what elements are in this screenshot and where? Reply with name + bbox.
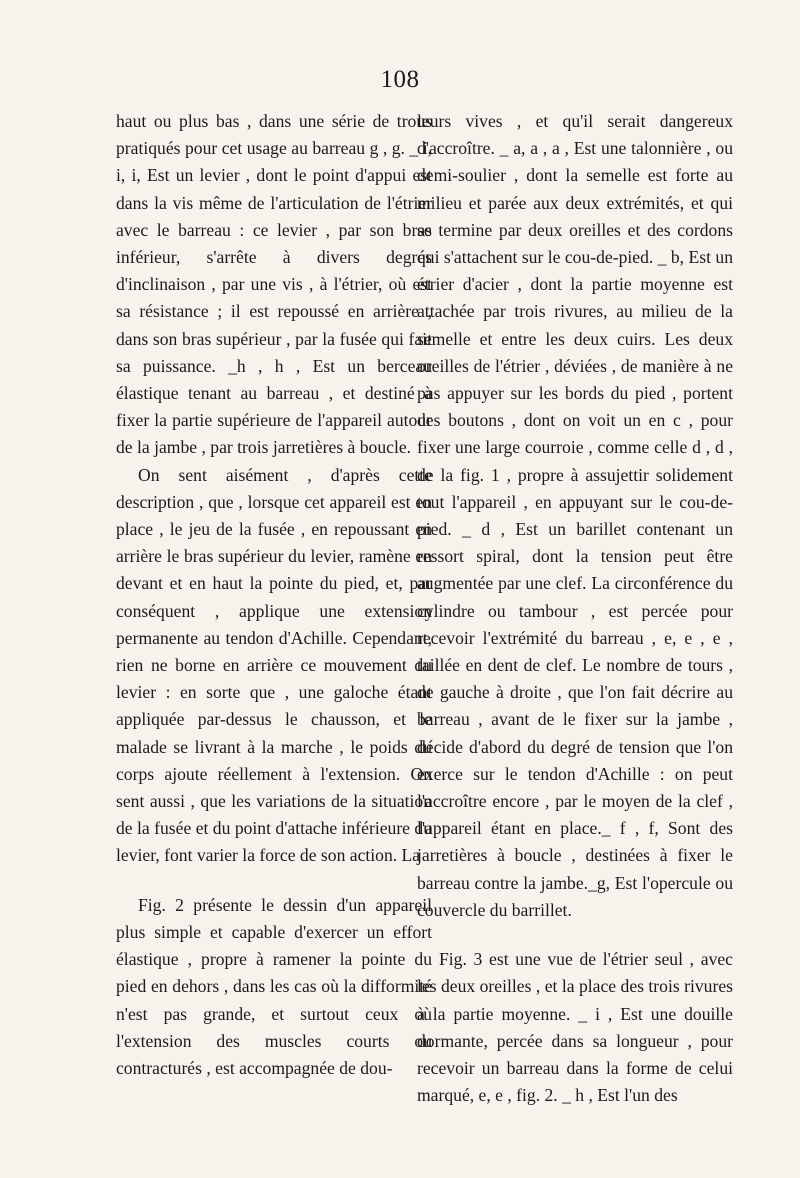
paragraph: Fig. 2 présente le dessin d'un appareil plus simple et capable d'exercer un effort élastique , propre à ramener la pointe du pied en dehors , dans les cas où la difformité n'est pas grande, et surtout ceux où l'extension des muscles courts ou contracturés , est accompagnée de dou- [116, 894, 432, 1078]
right-column [417, 108, 733, 1109]
page-number: 108 [380, 66, 420, 93]
paragraph: leurs vives , et qu'il serait dangereux d'accroître. _ a, a , a , Est une talonnière , ou demi-soulier , dont la semelle est forte au milieu et parée aux deux extrémités, et qui se termine par deux oreilles et des cordons qui s'attachent sur le cou-de-pied. _ b, Est un étrier d'acier , dont la partie moyenne est attachée par trois rivures, au milieu de la semelle et entre les deux cuirs. Les deux oreilles de l'étrier , déviées , de manière à ne pas appuyer sur les bords du pied , portent des boutons , dont on voit un en c , pour fixer une large courroie , comme celle d , d , de la fig. 1 , propre à assujettir solidement tout l'appareil , en appuyant sur le cou-de-pied. _ d , Est un barillet contenant un ressort spiral, dont la tension peut être augmentée par une clef. La circonférence du cylindre ou tambour , est percée pour recevoir l'extrémité du barreau , e, e , e , taillée en dent de clef. Le nombre de tours , de gauche à droite , que l'on fait décrire au barreau , avant de le fixer sur la jambe , décide d'abord du degré de tension que l'on exerce sur le tendon d'Achille : on peut l'accroître encore , par le moyen de la clef , l'appareil étant en place._ f , f, Sont des jarretières à boucle , destinées à fixer le barreau contre la jambe._g, Est l'opercule ou couvercle du barrillet. [417, 111, 733, 920]
paragraph: On sent aisément , d'après cette description , que , lorsque cet appareil est en place , le jeu de la fusée , en repoussant en arrière le bras supérieur du levier, ramène en devant et en haut la pointe du pied, et, par conséquent , applique une extension permanente au tendon d'Achille. Cependant, rien ne borne en arrière ce mouvement du levier : en sorte que , une galoche étant appliquée par-dessus le chausson, et le malade se livrant à la marche , le poids du corps ajoute réellement à l'extension. On sent aussi , que les variations de la situation de la fusée et du point d'attache inférieure du levier, font varier la force de son action. La [116, 464, 432, 866]
paragraph: Fig. 3 est une vue de l'étrier seul , avec les deux oreilles , et la place des trois rivures à la partie moyenne. _ i , Est une douille dormante, percée dans sa longueur , pour recevoir un barreau dans la forme de celui marqué, e, e , fig. 2. _ h , Est l'un des [417, 949, 733, 1106]
left-column [116, 108, 432, 1082]
paragraph: haut ou plus bas , dans une série de trous pratiqués pour cet usage au barreau g , g. _ i, i, i, Est un levier , dont le point d'appui est dans la vis même de l'articulation de l'étrier avec le barreau : ce levier , par son bras inférieur, s'arrête à divers degrés d'inclinaison , par une vis , à l'étrier, où est sa résistance ; il est repoussé en arrière , dans son bras supérieur , par la fusée qui fait sa puissance. _h , h , Est un berceau élastique tenant au barreau , et destiné à fixer la partie supérieure de l'appareil autour de la jambe , par trois jarretières à boucle. [116, 111, 432, 458]
